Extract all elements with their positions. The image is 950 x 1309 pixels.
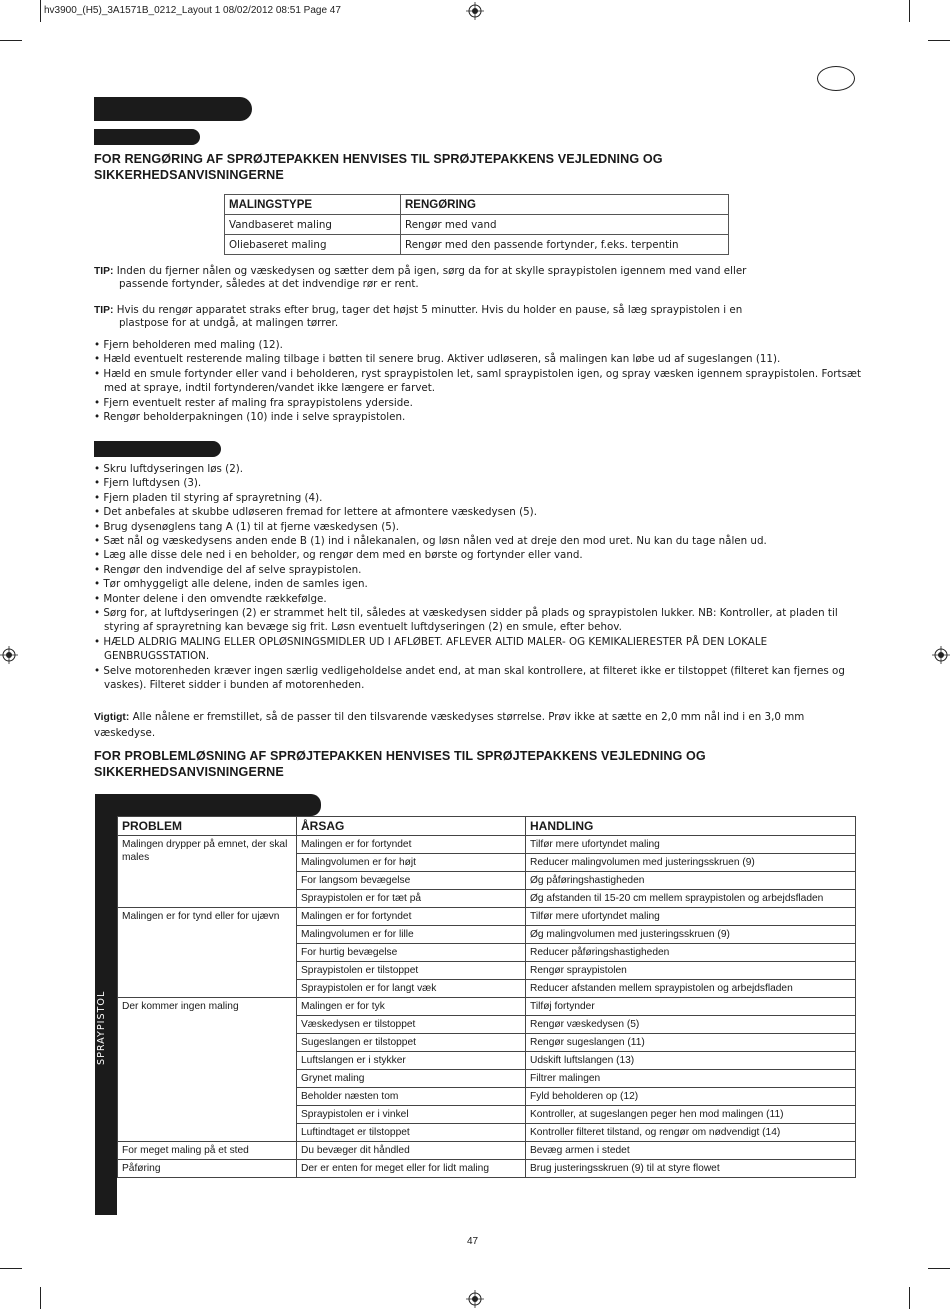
action-cell: Reducer malingvolumen med justeringsskruen (9): [526, 854, 856, 872]
crop-mark: [0, 1268, 22, 1269]
cause-cell: Beholder næsten tom: [297, 1088, 526, 1106]
list-item: • Monter delene i den omvendte rækkefølge.: [94, 592, 862, 606]
registration-mark-icon: [932, 646, 950, 664]
list-item: • Tør omhyggeligt alle delene, inden de samles igen.: [94, 577, 862, 591]
tip-label: TIP:: [94, 266, 114, 277]
cause-cell: Malingen er for fortyndet: [297, 836, 526, 854]
crop-mark: [40, 0, 41, 22]
important-label: Vigtigt:: [94, 712, 130, 723]
crop-mark: [928, 40, 950, 41]
tip-text: plastpose for at undgå, at malingen tørrer.: [119, 317, 339, 329]
action-cell: Fyld beholderen op (12): [526, 1088, 856, 1106]
cause-cell: Spraypistolen er for tæt på: [297, 890, 526, 908]
crop-mark: [0, 40, 22, 41]
crop-mark: [909, 1287, 910, 1309]
cause-cell: Spraypistolen er for langt væk: [297, 980, 526, 998]
crop-mark: [928, 1268, 950, 1269]
table-header: RENGØRING: [401, 195, 729, 215]
list-item: • Læg alle disse dele ned i en beholder, og rengør dem med en børste og fortynder eller vand.: [94, 548, 862, 562]
crop-mark: [40, 1287, 41, 1309]
list-item: • Sørg for, at luftdyseringen (2) er strammet helt til, således at væskedysen sidder på plads og spraypistolen lukker. NB: Kontroller, at pladen til styring af sprayretning kan bevæge sig frit. Løsn eventuelt luftdyseringen (2) en smule, efter behov.: [94, 606, 862, 635]
table-header: ÅRSAG: [297, 817, 526, 836]
cause-cell: Malingen er for tyk: [297, 998, 526, 1016]
subsection-title-bar: [94, 129, 200, 145]
list-item: • Rengør den indvendige del af selve spraypistolen.: [94, 563, 862, 577]
cleaning-heading: FOR RENGØRING AF SPRØJTEPAKKEN HENVISES TIL SPRØJTEPAKKENS VEJLEDNING OG SIKKERHEDSANVISNINGERNE: [94, 152, 663, 182]
list-item: • Brug dysenøglens tang A (1) til at fjerne væskedysen (5).: [94, 520, 862, 534]
action-cell: Bevæg armen i stedet: [526, 1142, 856, 1160]
list-item: • Fjern eventuelt rester af maling fra spraypistolens yderside.: [94, 396, 862, 410]
cleaning-table: [224, 194, 729, 255]
action-cell: Reducer afstanden mellem spraypistolen og arbejdsfladen: [526, 980, 856, 998]
table-cell: Rengør med den passende fortynder, f.eks. terpentin: [401, 235, 729, 255]
cause-cell: Grynet maling: [297, 1070, 526, 1088]
table-cell: Vandbaseret maling: [225, 215, 401, 235]
list-item: • Fjern beholderen med maling (12).: [94, 338, 862, 352]
section-title-bar: [94, 97, 252, 121]
table-row: [225, 215, 729, 235]
cause-cell: Luftslangen er i stykker: [297, 1052, 526, 1070]
list-item: • Hæld en smule fortynder eller vand i beholderen, ryst spraypistolen let, saml spraypistolen igen, og spray væsken igennem spraypistolen. Fortsæt med at spraye, indtil fortynderen/vandet ikke længere er farvet.: [94, 367, 862, 396]
cause-cell: Væskedysen er tilstoppet: [297, 1016, 526, 1034]
cause-cell: For hurtig bevægelse: [297, 944, 526, 962]
cause-cell: Malingen er for fortyndet: [297, 908, 526, 926]
table-row: [118, 1160, 856, 1178]
subsection-title-bar: [94, 441, 221, 457]
cause-cell: Sugeslangen er tilstoppet: [297, 1034, 526, 1052]
action-cell: Rengør væskedysen (5): [526, 1016, 856, 1034]
list-item: • Det anbefales at skubbe udløseren fremad for lettere at afmontere væskedysen (5).: [94, 505, 862, 519]
registration-mark-icon: [0, 646, 18, 664]
registration-mark-icon: [466, 1290, 484, 1308]
table-header-row: [225, 195, 729, 215]
table-header-row: [118, 817, 856, 836]
table-header: PROBLEM: [118, 817, 297, 836]
action-cell: Rengør sugeslangen (11): [526, 1034, 856, 1052]
action-cell: Tilfør mere ufortyndet maling: [526, 836, 856, 854]
action-cell: Kontroller, at sugeslangen peger hen mod malingen (11): [526, 1106, 856, 1124]
problem-cell: Der kommer ingen maling: [118, 998, 297, 1142]
table-row: [118, 908, 856, 926]
language-badge: [817, 66, 855, 91]
registration-mark-icon: [466, 2, 484, 20]
list-item: • Sæt nål og væskedysens anden ende B (1) ind i nålekanalen, og løsn nålen ved at dreje den mod uret. Nu kan du tage nålen ud.: [94, 534, 862, 548]
problem-cell: Malingen er for tynd eller for ujævn: [118, 908, 297, 998]
action-cell: Rengør spraypistolen: [526, 962, 856, 980]
troubleshooting-table: [117, 816, 856, 1178]
cause-cell: Spraypistolen er tilstoppet: [297, 962, 526, 980]
table-cell: Oliebaseret maling: [225, 235, 401, 255]
troubleshooting-tab: [95, 794, 321, 816]
action-cell: Filtrer malingen: [526, 1070, 856, 1088]
cause-cell: Luftindtaget er tilstoppet: [297, 1124, 526, 1142]
tip-label: TIP:: [94, 305, 114, 316]
problem-cell: Påføring: [118, 1160, 297, 1178]
maintenance-steps-list: [94, 462, 862, 693]
table-row: [225, 235, 729, 255]
action-cell: Tilføj fortynder: [526, 998, 856, 1016]
list-item: • Selve motorenheden kræver ingen særlig vedligeholdelse andet end, at man skal kontrollere, at filteret ikke er tilstoppet (filteret kan fjernes og vaskes). Filteret sidder i bunden af motorenheden.: [94, 664, 862, 693]
tip-text: Inden du fjerner nålen og væskedysen og sætter dem på igen, sørg da for at skylle spraypistolen igennem med vand eller: [116, 265, 747, 277]
table-row: [118, 1142, 856, 1160]
table-row: [118, 836, 856, 854]
table-row: [118, 998, 856, 1016]
action-cell: Tilfør mere ufortyndet maling: [526, 908, 856, 926]
list-item: • Fjern pladen til styring af sprayretning (4).: [94, 491, 862, 505]
action-cell: Reducer påføringshastigheden: [526, 944, 856, 962]
page-number: 47: [467, 1236, 479, 1247]
problem-cell: Malingen drypper på emnet, der skal males: [118, 836, 297, 908]
cause-cell: For langsom bevægelse: [297, 872, 526, 890]
tip-paragraph: [94, 265, 854, 291]
print-slug: hv3900_(H5)_3A1571B_0212_Layout 1 08/02/2012 08:51 Page 47: [44, 5, 341, 16]
tip-text: passende fortynder, således at det indvendige rør er rent.: [119, 278, 419, 290]
list-item: • Skru luftdyseringen løs (2).: [94, 462, 862, 476]
cause-cell: Der er enten for meget eller for lidt maling: [297, 1160, 526, 1178]
cause-cell: Du bevæger dit håndled: [297, 1142, 526, 1160]
cause-cell: Spraypistolen er i vinkel: [297, 1106, 526, 1124]
problem-cell: For meget maling på et sted: [118, 1142, 297, 1160]
tip-paragraph: [94, 304, 854, 330]
action-cell: Kontroller filteret tilstand, og rengør om nødvendigt (14): [526, 1124, 856, 1142]
cleaning-steps-list: [94, 338, 862, 424]
table-header: HANDLING: [526, 817, 856, 836]
list-item: • HÆLD ALDRIG MALING ELLER OPLØSNINGSMIDLER UD I AFLØBET. AFLEVER ALTID MALER- OG KEMIKALIERESTER PÅ DEN LOKALE GENBRUGSSTATION.: [94, 635, 862, 664]
important-note: [94, 710, 854, 740]
tip-text: Hvis du rengør apparatet straks efter brug, tager det højst 5 minutter. Hvis du holder en pause, så læg spraypistolen i en: [116, 304, 743, 316]
side-label: [96, 1045, 107, 1065]
troubleshooting-heading: FOR PROBLEMLØSNING AF SPRØJTEPAKKEN HENVISES TIL SPRØJTEPAKKENS VEJLEDNING OG SIKKERHEDSANVISNINGERNE: [94, 749, 706, 779]
action-cell: Øg påføringshastigheden: [526, 872, 856, 890]
table-cell: Rengør med vand: [401, 215, 729, 235]
action-cell: Brug justeringsskruen (9) til at styre flowet: [526, 1160, 856, 1178]
list-item: • Rengør beholderpakningen (10) inde i selve spraypistolen.: [94, 410, 862, 424]
action-cell: Øg malingvolumen med justeringsskruen (9): [526, 926, 856, 944]
crop-mark: [909, 0, 910, 22]
list-item: • Fjern luftdysen (3).: [94, 476, 862, 490]
important-text: Alle nålene er fremstillet, så de passer til den tilsvarende væskedyses størrelse. Prøv ikke at sætte en 2,0 mm nål ind i en 3,0 mm væskedyse.: [94, 711, 805, 739]
table-header: MALINGSTYPE: [225, 195, 401, 215]
cause-cell: Malingvolumen er for højt: [297, 854, 526, 872]
cause-cell: Malingvolumen er for lille: [297, 926, 526, 944]
action-cell: Udskift luftslangen (13): [526, 1052, 856, 1070]
list-item: • Hæld eventuelt resterende maling tilbage i bøtten til senere brug. Aktiver udløseren, så malingen kan løbe ud af sugeslangen (11).: [94, 352, 862, 366]
action-cell: Øg afstanden til 15-20 cm mellem spraypistolen og arbejdsfladen: [526, 890, 856, 908]
